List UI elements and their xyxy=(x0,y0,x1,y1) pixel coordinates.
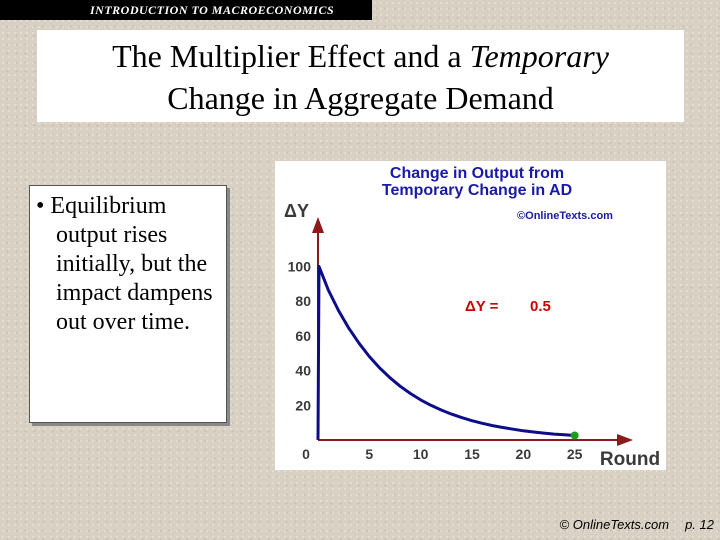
chart-title-line1: Change in Output from xyxy=(389,165,565,182)
chart-axes xyxy=(312,217,633,446)
y-tick-label: 20 xyxy=(295,397,311,414)
chart-watermark: ©OnlineTexts.com xyxy=(517,210,613,222)
title-part1: The Multiplier Effect and a xyxy=(112,38,470,74)
x-axis-arrow xyxy=(617,434,633,446)
chart-series xyxy=(318,266,579,440)
x-tick-label: 15 xyxy=(464,446,480,462)
course-banner-text: INTRODUCTION TO MACROECONOMICS xyxy=(90,3,335,17)
page-number: p. 12 xyxy=(685,517,714,532)
y-tick-label: 40 xyxy=(295,362,311,379)
slide-title xyxy=(37,30,684,122)
x-tick-label: 25 xyxy=(566,446,583,462)
y-axis-arrow xyxy=(312,217,324,233)
slide-footer xyxy=(560,517,714,532)
chart-panel xyxy=(275,161,666,470)
annotation-label: ΔY = xyxy=(465,298,499,315)
y-tick-label: 100 xyxy=(287,258,311,275)
annotation-value: 0.5 xyxy=(530,298,551,315)
chart-title-line2: Temporary Change in AD xyxy=(381,182,573,199)
endpoint-marker xyxy=(571,431,579,439)
bullet-text-box xyxy=(29,185,227,423)
series-line xyxy=(318,266,575,440)
origin-label: 0 xyxy=(302,446,310,462)
y-axis-label: ΔY xyxy=(284,201,309,221)
y-tick-label: 60 xyxy=(295,327,311,344)
y-tick-label: 80 xyxy=(295,293,311,310)
x-axis-label: Round xyxy=(599,449,661,470)
title-italic: Temporary xyxy=(469,38,609,74)
title-part2: Change in Aggregate Demand xyxy=(167,80,554,116)
x-tick-label: 10 xyxy=(412,446,429,462)
multiplier-chart xyxy=(275,161,666,470)
x-tick-label: 20 xyxy=(515,446,532,462)
course-banner xyxy=(0,0,372,20)
bullet-point: • Equilibrium output rises initially, but the impact dampens out over time. xyxy=(36,193,213,335)
x-tick-label: 5 xyxy=(365,446,374,462)
copyright-text: © OnlineTexts.com xyxy=(559,517,670,532)
